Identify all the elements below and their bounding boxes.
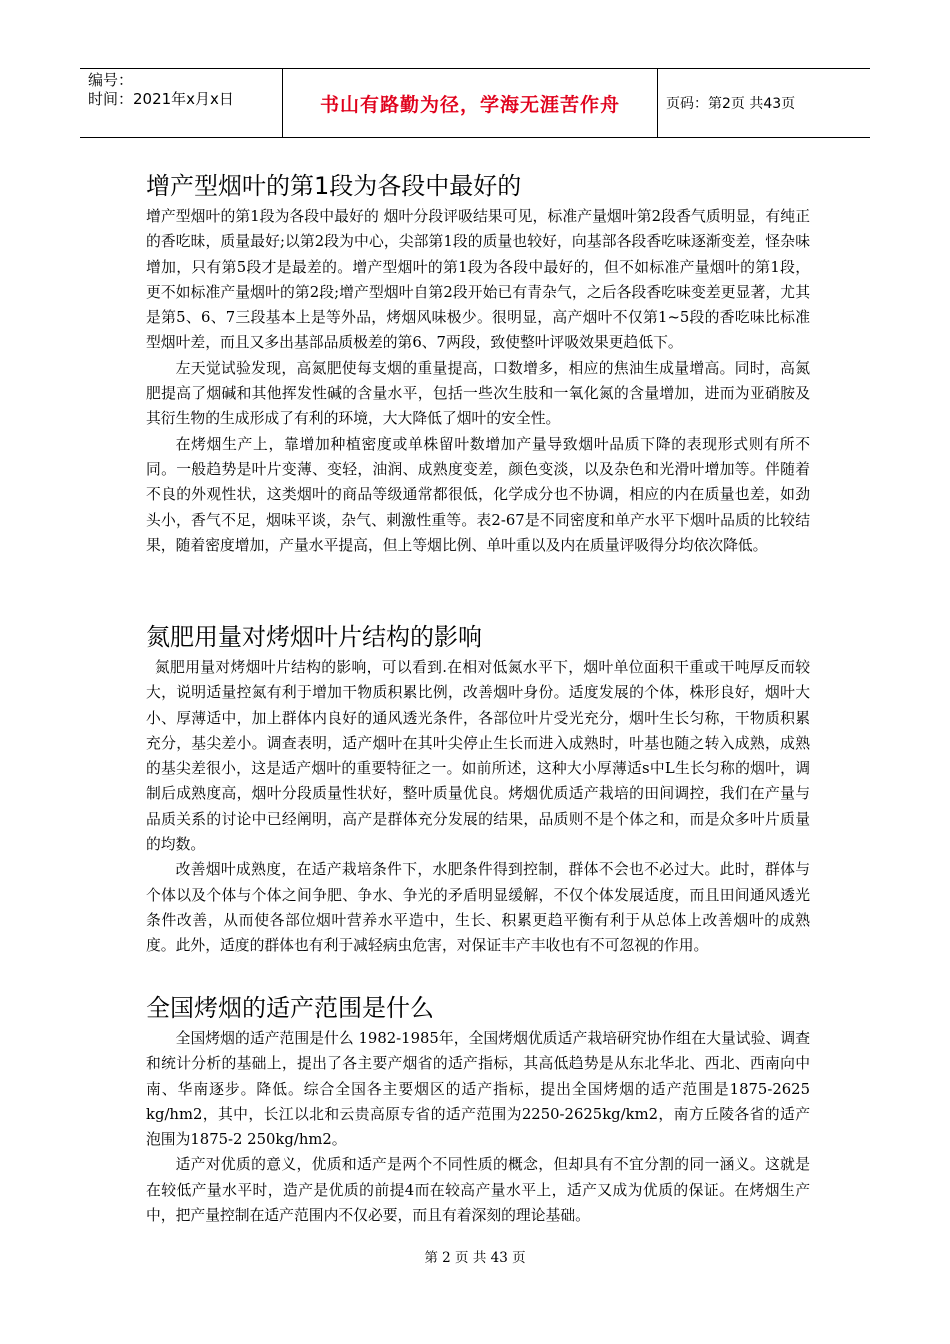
section-3-paragraph-1: 全国烤烟的适产范围是什么 1982-1985年，全国烤烟优质适产栽培研究协作组在大量试验、调查和统计分析的基础上，提出了各主要产烟省的适产指标，其高低趋势是从东北华北、西北、西南向中南、华南逐步。降低。综合全国各主要烟区的适产指标，提出全国烤烟的适产范围是1875-2625 kg/hm2，其中，长江以北和云贵高原专省的适产范围为2250-2625kg/km2，南方丘陵各省的适产泡围为1875-2 250kg/hm2。 xyxy=(146,1030,810,1149)
header-date: 时间：2021年x月x日 xyxy=(88,90,234,108)
page-header xyxy=(80,68,870,138)
header-number-label: 编号： xyxy=(88,71,134,89)
section-3-title: 全国烤烟的适产范围是什么 xyxy=(146,994,434,1022)
section-2-paragraph-2: 改善烟叶成熟度，在适产栽培条件下，水肥条件得到控制，群体不会也不必过大。此时，群体与个体以及个体与个体之间争肥、争水、争光的矛盾明显缓解，不仅个体发展适度，而且田间通风透光条件改善，从而使各部位烟叶营养水平造中，生长、积累更趋平衡有利于从总体上改善烟叶的成熟度。此外，适度的群体也有利于减轻病虫危害，对保证丰产丰收也有不可忽视的作用。 xyxy=(146,861,810,955)
section-2 xyxy=(146,619,810,959)
document-body xyxy=(146,168,810,1225)
header-meta xyxy=(80,69,283,137)
header-page-info: 页码：第2页 共43页 xyxy=(666,96,796,112)
section-1-paragraph-3: 在烤烟生产上，靠增加种植密度或单株留叶数增加产量导致烟叶品质下降的表现形式则有所不同。一般趋势是叶片变薄、变轻，油润、成熟度变差，颜色变淡，以及杂色和光滑叶增加等。伴随着不良的外观性状，这类烟叶的商品等级通常都很低，化学成分也不协调，相应的内在质量也差，如劲头小，香气不足，烟味平谈，杂气、刺激性重等。表2-67是不同密度和单产水平下烟叶品质的比较结果，随着密度增加，产量水平提高，但上等烟比例、单叶重以及内在质量评吸得分均依次降低。 xyxy=(146,435,810,554)
section-1-paragraph-1: 增产型烟叶的第1段为各段中最好的 烟叶分段评吸结果可见，标准产量烟叶第2段香气质明显，有纯正的香吃昧，质量最好;以第2段为中心，尖部第1段的质量也较好，向基部各段香吃味逐渐变差，怪杂味增加，只有第5段才是最差的。增产型烟叶的第1段为各段中最好的，但不如标准产量烟叶的第1段，更不如标准产量烟叶的第2段;增产型烟叶自第2段开始已有青杂气，之后各段香吃味变差更显著，尤其是第5、6、7三段基本上是等外品，烤烟风味极少。很明显，高产烟叶不仅第1~5段的香吃味比标准型烟叶差，而且又多出基部品质极差的第6、7两段，致使整叶评吸效果更趋低下。 xyxy=(146,208,810,352)
page-footer: 第 2 页 共 43 页 xyxy=(424,1250,526,1266)
section-2-paragraph-1: 氮肥用量对烤烟叶片结构的影响，可以看到.在相对低氮水平下，烟叶单位面积干重或干吨厚反而较大，说明适量控氮有利于增加干物质积累比例，改善烟叶身份。适度发展的个体，株形良好，烟叶大小、厚薄适中，加上群体内良好的通风透光条件，各部位叶片受光充分，烟叶生长匀称，干物质积累充分，基尖差小。调查表明，适产烟叶在其叶尖停止生长而进入成熟时，叶基也随之转入成熟，成熟的基尖差很小，这是适产烟叶的重要特征之一。如前所述，这种大小厚薄适s中L生长匀称的烟叶，调制后成熟度高，烟叶分段质量性状好，整叶质量优良。烤烟优质适产栽培的田间调控，我们在产量与品质关系的讨论中已经阐明，高产是群体充分发展的结果，品质则不是个体之和，而是众多叶片质量的均数。 xyxy=(146,659,810,854)
section-3-paragraph-2: 适产对优质的意义，优质和适产是两个不同性质的概念，但却具有不宜分割的同一涵义。这就是在较低产量水平时，造产是优质的前提4而在较高产量水平上，适产又成为优质的保证。在烤烟生产中，把产量控制在适产范围内不仅必要，而且有着深刻的理论基础。 xyxy=(146,1156,810,1225)
section-1-title: 增产型烟叶的第1段为各段中最好的 xyxy=(146,172,522,200)
section-1-paragraph-2: 左天觉试验发现，高氮肥使每支烟的重量提高，口数增多，相应的焦油生成量增高。同时，高氮肥提高了烟碱和其他挥发性碱的含量水平，包括一些次生肢和一氧化氮的含量增加，进而为亚硝胺及其衍生物的生成形成了有利的环境，大大降低了烟叶的安全性。 xyxy=(146,359,810,428)
section-2-title: 氮肥用量对烤烟叶片结构的影响 xyxy=(146,623,482,651)
header-motto: 书山有路勤为径，学海无涯苦作舟 xyxy=(283,69,658,137)
section-1 xyxy=(146,168,810,558)
section-3 xyxy=(146,990,810,1228)
